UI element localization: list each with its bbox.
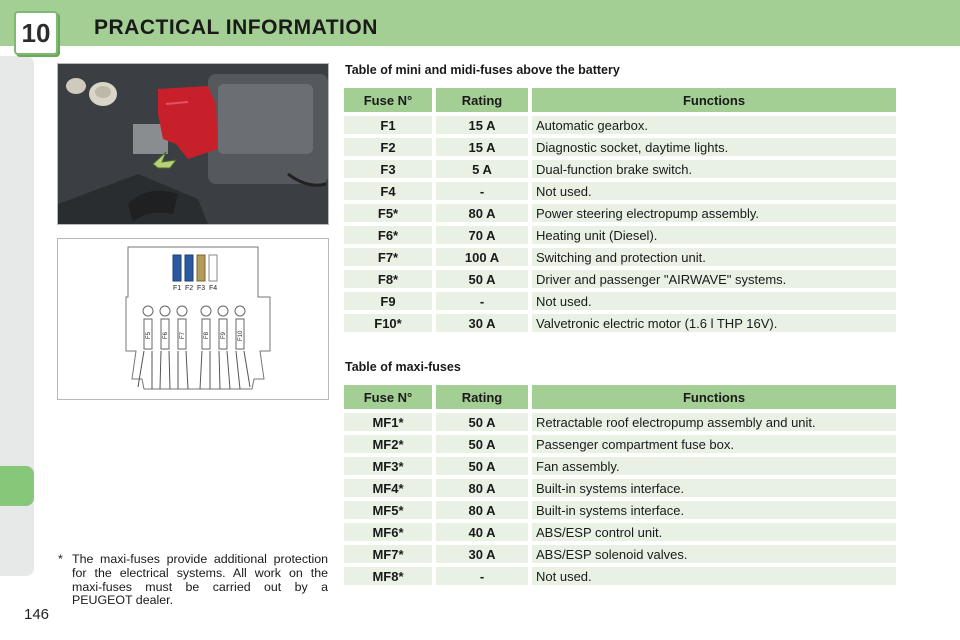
table-row: [344, 292, 896, 310]
column-header-functions: Functions: [532, 88, 896, 112]
table-row: [344, 248, 896, 266]
mini-fuse-table-caption: Table of mini and midi-fuses above the battery: [345, 63, 620, 77]
chapter-tab-marker: [0, 466, 34, 506]
rating-cell: 15 A: [436, 116, 528, 134]
column-header-fuse: Fuse N°: [344, 88, 432, 112]
rating-cell: -: [436, 567, 528, 585]
rating-cell: 50 A: [436, 457, 528, 475]
fuse-number-cell: MF6*: [344, 523, 432, 541]
function-cell: ABS/ESP control unit.: [532, 523, 896, 541]
fuse-f2: [185, 255, 193, 281]
fuse-f3: [197, 255, 205, 281]
column-header-functions: Functions: [532, 385, 896, 409]
fuse-label-f9: F9: [221, 331, 227, 339]
rating-cell: 40 A: [436, 523, 528, 541]
rating-cell: 50 A: [436, 270, 528, 288]
fuse-number-cell: F2: [344, 138, 432, 156]
fuse-layout-diagram: [57, 238, 329, 400]
fuse-label-f2: F2: [185, 285, 194, 292]
table-row: [344, 457, 896, 475]
fuse-number-cell: F8*: [344, 270, 432, 288]
fuse-label-f5: F5: [146, 331, 152, 339]
fuse-number-cell: F7*: [344, 248, 432, 266]
chapter-number-badge: 10: [14, 11, 58, 55]
function-cell: Dual-function brake switch.: [532, 160, 896, 178]
fuse-label-f1: F1: [173, 285, 182, 292]
rating-cell: -: [436, 182, 528, 200]
function-cell: Not used.: [532, 182, 896, 200]
table-row: [344, 138, 896, 156]
table-row: [344, 204, 896, 222]
function-cell: Driver and passenger "AIRWAVE" systems.: [532, 270, 896, 288]
table-row: [344, 413, 896, 431]
function-cell: Heating unit (Diesel).: [532, 226, 896, 244]
function-cell: Fan assembly.: [532, 457, 896, 475]
table-header-row: [344, 385, 896, 409]
fuse-number-cell: F10*: [344, 314, 432, 332]
table-row: [344, 116, 896, 134]
table-row: [344, 314, 896, 332]
maxi-fuse-table: [340, 381, 900, 589]
fuse-number-cell: F3: [344, 160, 432, 178]
column-header-rating: Rating: [436, 88, 528, 112]
table-row: [344, 523, 896, 541]
rating-cell: 50 A: [436, 435, 528, 453]
table-row: [344, 270, 896, 288]
rating-cell: 30 A: [436, 545, 528, 563]
rating-cell: 80 A: [436, 479, 528, 497]
fuse-f1: [173, 255, 181, 281]
function-cell: Power steering electropump assembly.: [532, 204, 896, 222]
function-cell: Automatic gearbox.: [532, 116, 896, 134]
table-row: [344, 226, 896, 244]
rating-cell: 80 A: [436, 501, 528, 519]
function-cell: Passenger compartment fuse box.: [532, 435, 896, 453]
fuse-label-f8: F8: [204, 331, 210, 339]
fuse-number-cell: MF3*: [344, 457, 432, 475]
fuse-label-f6: F6: [163, 331, 169, 339]
footnote: [58, 553, 328, 608]
engine-bay-photo: [57, 63, 329, 225]
fuse-number-cell: MF1*: [344, 413, 432, 431]
page-title: PRACTICAL INFORMATION: [94, 16, 378, 39]
column-header-fuse: Fuse N°: [344, 385, 432, 409]
rating-cell: 30 A: [436, 314, 528, 332]
function-cell: Not used.: [532, 292, 896, 310]
rating-cell: 15 A: [436, 138, 528, 156]
function-cell: Valvetronic electric motor (1.6 l THP 16V).: [532, 314, 896, 332]
function-cell: Built-in systems interface.: [532, 501, 896, 519]
fuse-label-f3: F3: [197, 285, 206, 292]
function-cell: Switching and protection unit.: [532, 248, 896, 266]
fuse-number-cell: F1: [344, 116, 432, 134]
table-row: [344, 545, 896, 563]
table-row: [344, 567, 896, 585]
table-header-row: [344, 88, 896, 112]
column-header-rating: Rating: [436, 385, 528, 409]
function-cell: ABS/ESP solenoid valves.: [532, 545, 896, 563]
table-row: [344, 501, 896, 519]
table-row: [344, 160, 896, 178]
fuse-number-cell: F6*: [344, 226, 432, 244]
table-row: [344, 182, 896, 200]
rating-cell: 80 A: [436, 204, 528, 222]
function-cell: Not used.: [532, 567, 896, 585]
function-cell: Built-in systems interface.: [532, 479, 896, 497]
fuse-label-f4: F4: [209, 285, 218, 292]
fuse-number-cell: MF5*: [344, 501, 432, 519]
fuse-number-cell: F5*: [344, 204, 432, 222]
footnote-marker: *: [58, 552, 63, 566]
footnote-text: The maxi-fuses provide additional protection for the electrical systems. All work on the maxi-fuses must be carried out by a PEUGEOT dealer.: [72, 552, 328, 608]
fuse-number-cell: MF7*: [344, 545, 432, 563]
rating-cell: -: [436, 292, 528, 310]
fuse-number-cell: MF2*: [344, 435, 432, 453]
table-row: [344, 479, 896, 497]
rating-cell: 5 A: [436, 160, 528, 178]
rating-cell: 100 A: [436, 248, 528, 266]
maxi-fuse-table-caption: Table of maxi-fuses: [345, 360, 461, 374]
fuse-number-cell: F9: [344, 292, 432, 310]
fuse-label-f10: F10: [238, 330, 244, 341]
function-cell: Diagnostic socket, daytime lights.: [532, 138, 896, 156]
fuse-f4: [209, 255, 217, 281]
page-number: 146: [24, 606, 50, 623]
fuse-label-f7: F7: [180, 331, 186, 339]
fuse-number-cell: F4: [344, 182, 432, 200]
fuse-number-cell: MF8*: [344, 567, 432, 585]
table-row: [344, 435, 896, 453]
rating-cell: 70 A: [436, 226, 528, 244]
rating-cell: 50 A: [436, 413, 528, 431]
fuse-number-cell: MF4*: [344, 479, 432, 497]
function-cell: Retractable roof electropump assembly and unit.: [532, 413, 896, 431]
mini-fuse-table: [340, 84, 900, 336]
